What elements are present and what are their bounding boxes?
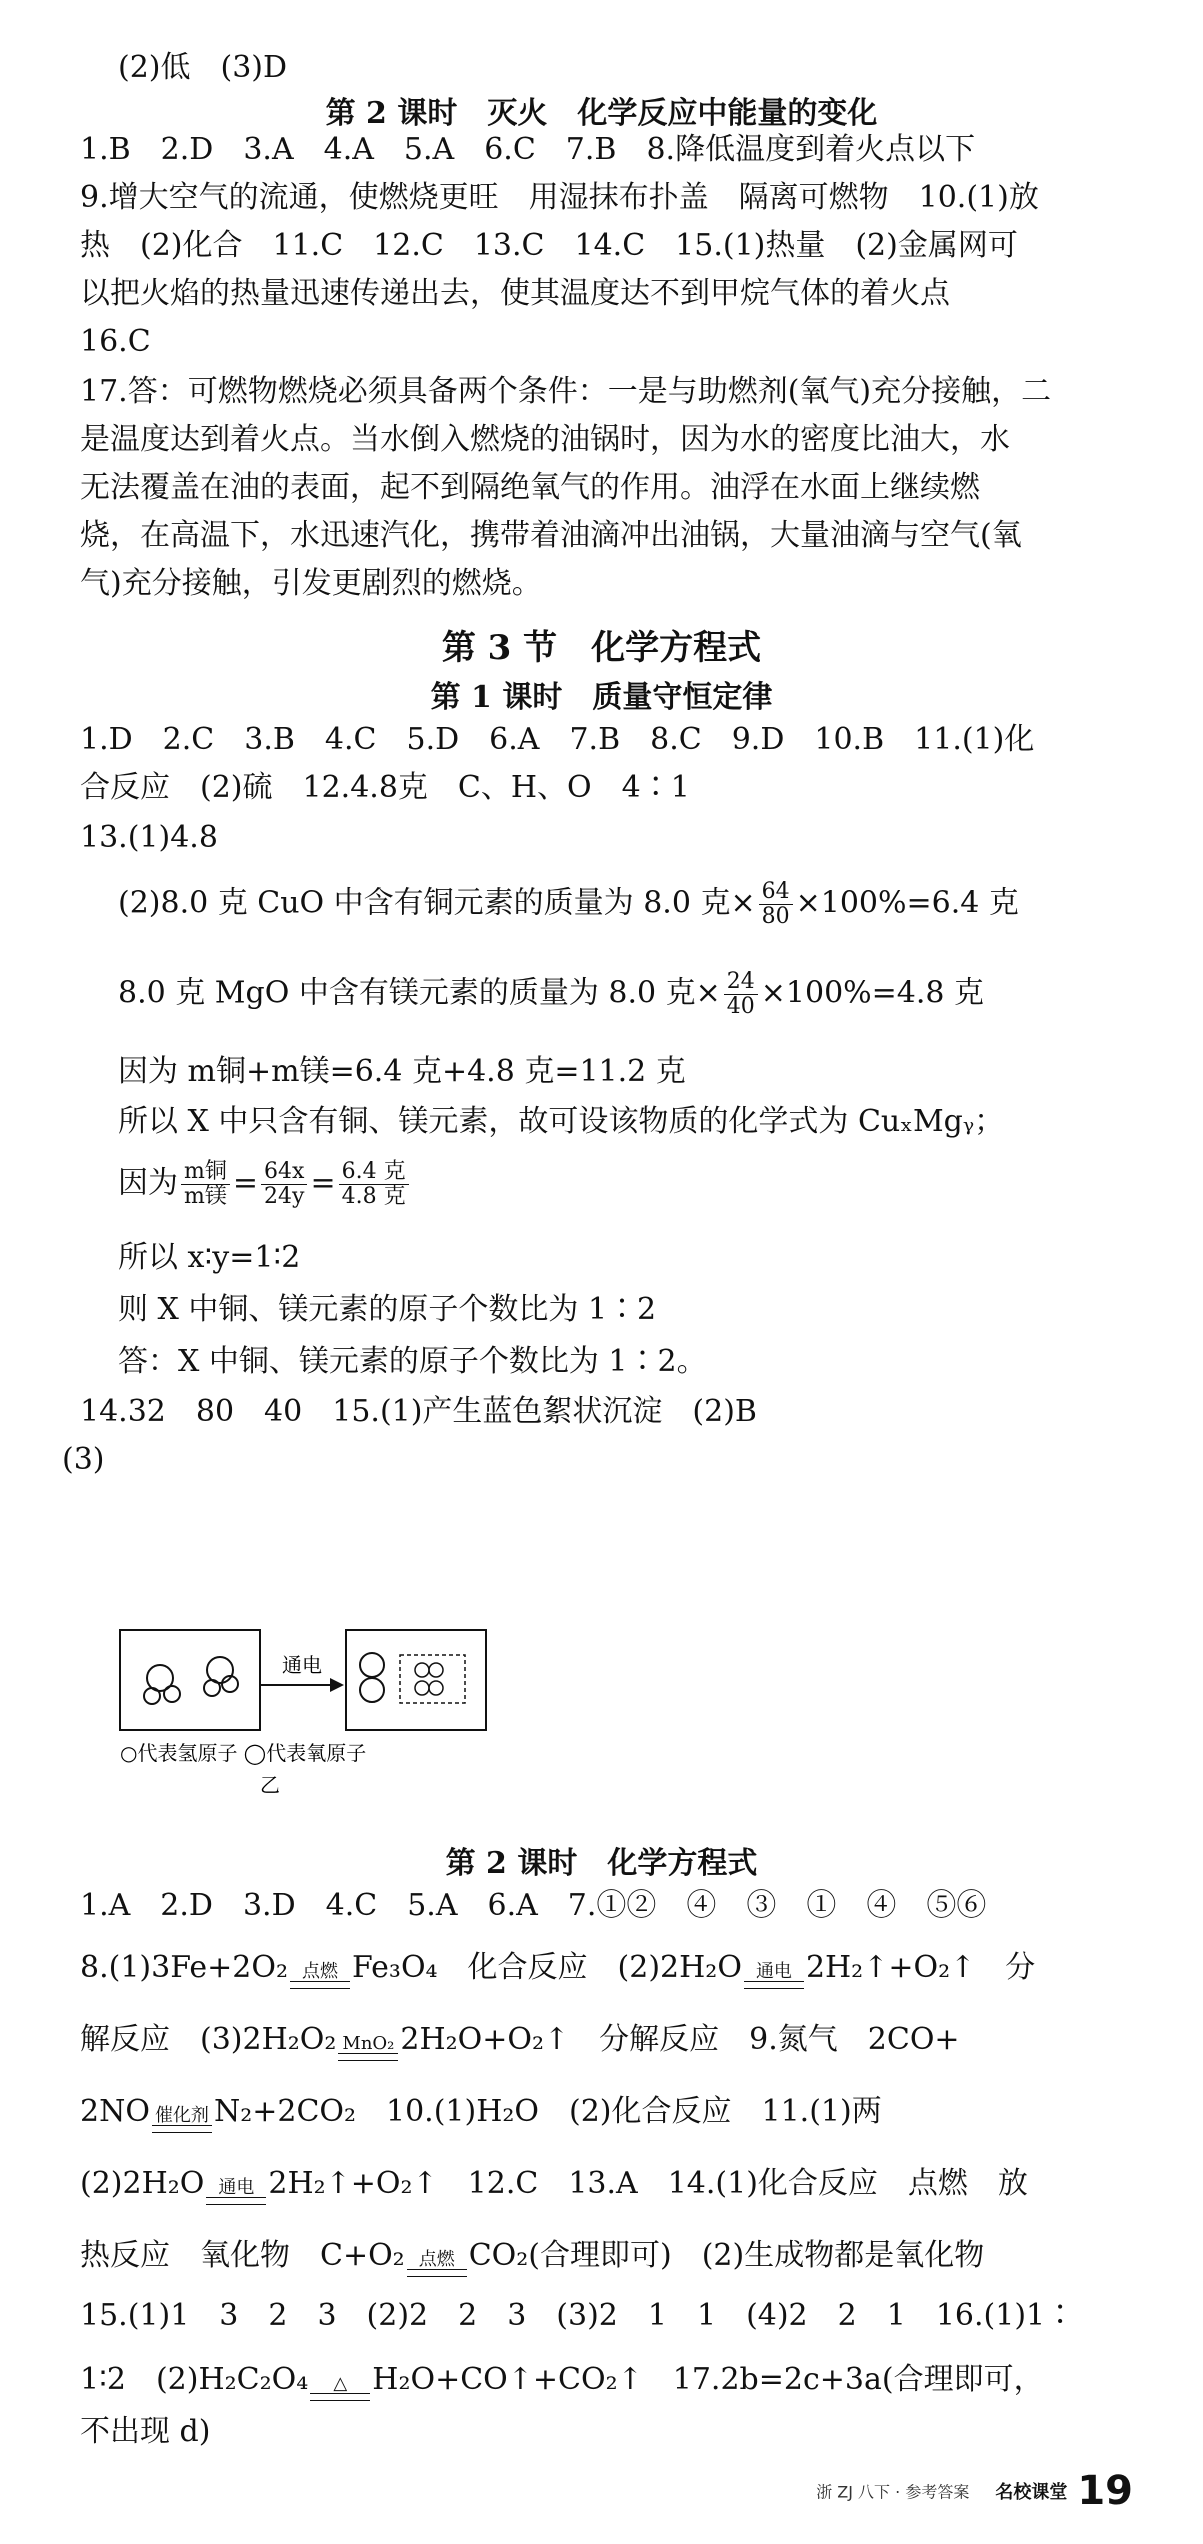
condition-catalyst: 催化剂 <box>152 2107 212 2141</box>
answer-line: 所以 X 中只含有铜、镁元素，故可设该物质的化学式为 CuₓMgᵧ； <box>118 1104 1005 1139</box>
lesson-heading: 第 1 课时 质量守恒定律 <box>430 680 773 715</box>
answer-line: 是温度达到着火点。当水倒入燃烧的油锅时，因为水的密度比油大，水 <box>80 422 1010 457</box>
answer-line: 所以 x∶y=1∶2 <box>118 1240 301 1275</box>
fraction-ratio: $\frac{\text{m铜}}{\text{m镁}}$ <box>181 1160 230 1209</box>
condition-electrolysis: 通电 <box>744 1963 804 1997</box>
condition-heat: △ <box>310 2375 370 2409</box>
brand-logo: 名校课堂 <box>995 2482 1068 2503</box>
fraction-mg: $\frac{24}{40}$ <box>724 970 758 1019</box>
answer-line: 合反应 (2)硫 12.4.8克 C、H、O 4∶1 <box>80 770 690 805</box>
condition-electrolysis: 通电 <box>206 2179 266 2213</box>
condition-mno2: MnO₂ <box>338 2035 398 2069</box>
answer-line: 16.C <box>80 324 151 359</box>
hydrogen-molecules <box>415 1663 443 1695</box>
answer-line: 烧，在高温下，水迅速汽化，携带着油滴冲出油锅，大量油滴与空气(氧 <box>80 518 1022 553</box>
equation-line: 8.(1)3Fe+2O₂ 点燃 Fe₃O₄ 化合反应 (2)2H₂O 通电 2H₂↑+O₂↑ 分 <box>80 1948 1143 1997</box>
answer-line: 热 (2)化合 11.C 12.C 13.C 14.C 15.(1)热量 (2)金属网可 <box>80 228 1018 263</box>
diagram-legend: ○代表氢原子 ◯代表氧原子 <box>120 1741 367 1765</box>
answer-line: 9.增大空气的流通，使燃烧更旺 用湿抹布扑盖 隔离可燃物 10.(1)放 <box>80 180 1039 215</box>
condition-ignite: 点燃 <box>290 1963 350 1997</box>
equation-line: 解反应 (3)2H₂O₂ MnO₂ 2H₂O+O₂↑ 分解反应 9.氮气 2CO+ <box>80 2020 1143 2069</box>
oxygen-molecule <box>360 1653 384 1702</box>
section-heading: 第 3 节 化学方程式 <box>441 628 762 668</box>
lesson-heading: 第 2 课时 化学方程式 <box>445 1846 758 1881</box>
answer-line: 1.D 2.C 3.B 4.C 5.D 6.A 7.B 8.C 9.D 10.B 11.(1)化 <box>80 722 1035 757</box>
lesson-heading: 第 2 课时 灭火 化学反应中能量的变化 <box>325 96 878 131</box>
answer-line: 气)充分接触，引发更剧烈的燃烧。 <box>80 566 542 601</box>
calc-line-mg: 8.0 克 MgO 中含有镁元素的质量为 8.0 克× $\frac{24}{40}$ ×100%=4.8 克 <box>118 969 985 1019</box>
answer-line: 1.A 2.D 3.D 4.C 5.A 6.A 7.①② ④ ③ ① ④ ⑤⑥ <box>80 1888 987 1923</box>
page-footer <box>816 2468 1133 2514</box>
answer-line: 15.(1)1 3 2 3 (2)2 2 3 (3)2 1 1 (4)2 2 1 16.(1)1∶ <box>80 2298 1076 2333</box>
empty-slot <box>400 1655 465 1703</box>
page-number: 19 <box>1077 2468 1133 2514</box>
answer-line: 因为 m铜+m镁=6.4 克+4.8 克=11.2 克 <box>118 1054 686 1089</box>
answer-line: (3) <box>62 1442 105 1477</box>
answer-line: (2)低 (3)D <box>118 50 288 85</box>
fraction-values: $\frac{\text{6.4 克}}{\text{4.8 克}}$ <box>339 1160 409 1209</box>
electrolysis-diagram <box>60 1620 500 1820</box>
answer-line: 无法覆盖在油的表面，起不到隔绝氧气的作用。油浮在水面上继续燃 <box>80 470 980 505</box>
footer-text: 浙 ZJ 八下 · 参考答案 <box>816 2482 970 2502</box>
answer-line: 1.B 2.D 3.A 4.A 5.A 6.C 7.B 8.降低温度到着火点以下 <box>80 132 976 167</box>
reactant-box <box>120 1630 260 1730</box>
answer-line: 则 X 中铜、镁元素的原子个数比为 1∶2 <box>118 1292 657 1327</box>
calc-line-cu: (2)8.0 克 CuO 中含有铜元素的质量为 8.0 克× $\frac{64}{80}$ ×100%=6.4 克 <box>118 879 1019 929</box>
fraction-xy: $\frac{64x}{24y}$ <box>261 1160 307 1209</box>
equation-line: (2)2H₂O 通电 2H₂↑+O₂↑ 12.C 13.A 14.(1)化合反应 点燃 放 <box>80 2164 1143 2213</box>
answer-line: 14.32 80 40 15.(1)产生蓝色絮状沉淀 (2)B <box>80 1394 757 1429</box>
equation-line: 热反应 氧化物 C+O₂ 点燃 CO₂(合理即可) (2)生成物都是氧化物 <box>80 2236 1143 2285</box>
fraction-cu: $\frac{64}{80}$ <box>759 880 793 929</box>
answer-line: 13.(1)4.8 <box>80 820 218 855</box>
ratio-line: 因为 $\frac{\text{m铜}}{\text{m镁}}$ = $\frac{64x}{24y}$ = $\frac{\text{6.4 克}}{\text{4.8 克}}$ <box>118 1160 1143 1209</box>
answer-line: 以把火焰的热量迅速传递出去，使其温度达不到甲烷气体的着火点 <box>80 276 950 311</box>
answer-line: 不出现 d) <box>80 2414 211 2449</box>
answer-line: 17.答：可燃物燃烧必须具备两个条件：一是与助燃剂(氧气)充分接触，二 <box>80 374 1052 409</box>
water-molecules <box>144 1657 238 1704</box>
answer-line: 答：X 中铜、镁元素的原子个数比为 1∶2。 <box>118 1344 707 1379</box>
equation-line: 2NO 催化剂 N₂+2CO₂ 10.(1)H₂O (2)化合反应 11.(1)两 <box>80 2092 1143 2141</box>
arrow-label: 通电 <box>282 1653 322 1677</box>
equation-line: 1∶2 (2)H₂C₂O₄ △ H₂O+CO↑+CO₂↑ 17.2b=2c+3a(合理即可， <box>80 2360 1143 2409</box>
diagram-caption: 乙 <box>260 1773 280 1797</box>
condition-ignite: 点燃 <box>407 2251 467 2285</box>
